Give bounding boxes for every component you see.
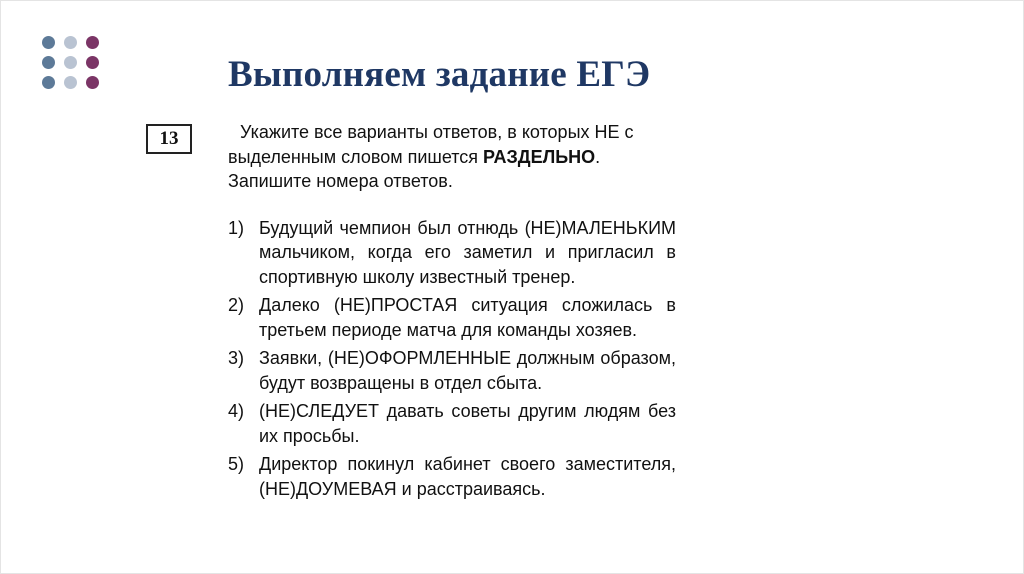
decorative-dot-grid — [42, 36, 102, 92]
option-number: 2) — [228, 295, 245, 315]
decorative-dot — [64, 56, 77, 69]
option-text: (НЕ)СЛЕДУЕТ давать советы другим людям без их просьбы. — [259, 401, 676, 446]
decorative-dot — [86, 56, 99, 69]
decorative-dot — [86, 36, 99, 49]
task-content — [228, 120, 676, 505]
answer-option — [228, 293, 676, 342]
decorative-dot — [64, 76, 77, 89]
prompt-text: Укажите все варианты ответов, в которых НЕ с выделенным словом пишется — [228, 122, 634, 167]
option-number: 3) — [228, 348, 245, 368]
decorative-dot — [86, 76, 99, 89]
task-number-box — [146, 124, 192, 154]
decorative-dot — [42, 36, 55, 49]
option-text: Заявки, (НЕ)ОФОРМЛЕННЫЕ должным образом, будут возвращены в отдел сбыта. — [259, 348, 676, 393]
decorative-dot — [42, 56, 55, 69]
answer-option — [228, 216, 676, 290]
slide-title: Выполняем задание ЕГЭ — [228, 54, 651, 95]
option-text: Директор покинул кабинет своего заместителя, (НЕ)ДОУМЕВАЯ и расстраиваясь. — [259, 454, 676, 499]
option-text: Далеко (НЕ)ПРОСТАЯ ситуация сложилась в третьем периоде матча для команды хозяев. — [259, 295, 676, 340]
decorative-dot — [64, 36, 77, 49]
option-number: 4) — [228, 401, 245, 421]
option-text: Будущий чемпион был отнюдь (НЕ)МАЛЕНЬКИМ мальчиком, когда его заметил и пригласил в спортивную школу известный тренер. — [259, 217, 676, 287]
decorative-dot — [42, 76, 55, 89]
answer-options — [228, 216, 676, 502]
task-number: 13 — [159, 128, 179, 149]
spacer — [228, 194, 676, 216]
prompt-text-end: . Запишите номера ответов. — [228, 146, 601, 191]
answer-option — [228, 346, 676, 395]
answer-option — [228, 399, 676, 448]
option-number: 1) — [228, 217, 245, 238]
prompt-emphasis: РАЗДЕЛЬНО — [483, 146, 596, 167]
option-number: 5) — [228, 454, 245, 474]
task-prompt — [228, 120, 676, 194]
answer-option — [228, 452, 676, 501]
